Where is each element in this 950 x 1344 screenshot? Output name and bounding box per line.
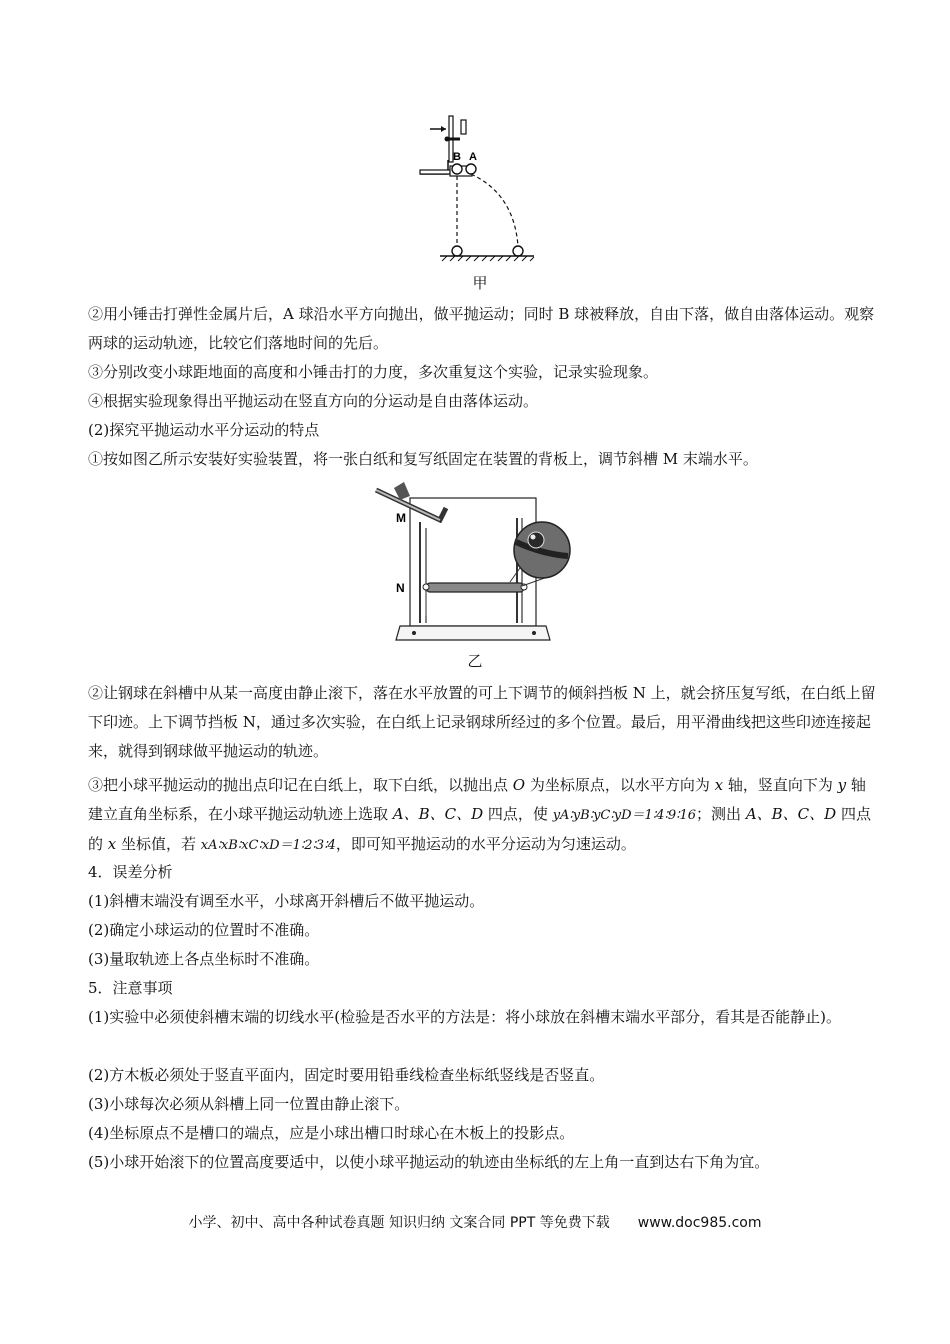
figure-yi-caption: 乙 <box>467 652 483 670</box>
paragraph-repeat-experiment: ③分别改变小球距地面的高度和小锤击打的力度，多次重复这个实验，记录实验现象。 <box>88 363 659 381</box>
italic-points: A、B、C、D <box>392 805 484 823</box>
error-item-2: (2)确定小球运动的位置时不准确。 <box>88 921 320 939</box>
error-item-3: (3)量取轨迹上各点坐标时不准确。 <box>88 950 320 968</box>
precaution-item-4: (4)坐标原点不是槽口的端点，应是小球出槽口时球心在木板上的投影点。 <box>88 1124 575 1142</box>
text-segment: 坐标值，若 <box>116 835 201 853</box>
paragraph-trajectory-recording: ②让钢球在斜槽中从某一高度由静止滚下，落在水平放置的可上下调节的倾斜挡板 N 上，就会挤压复写纸，在白纸上留下印迹。上下调节挡板 N，通过多次实验，在白纸上记录钢球所经过的多个位置。最后，用平滑曲线把这些印迹连接起来，就得到钢球做平抛运动的轨迹。 <box>88 684 876 760</box>
italic-o: O <box>512 776 526 794</box>
precaution-item-5: (5)小球开始滚下的位置高度要适中，以使小球平抛运动的轨迹由坐标纸的左上角一直到达右下角为宜。 <box>88 1153 770 1171</box>
paragraph-section-horizontal: (2)探究平抛运动水平分运动的特点 <box>88 421 320 439</box>
footer-text: 小学、初中、高中各种试卷真题 知识归纳 文案合同 PPT 等免费下载 <box>188 1215 610 1231</box>
page-footer <box>0 1212 950 1232</box>
footer-link[interactable]: www.doc985.com <box>637 1215 762 1231</box>
x-ratio: xA∶xB∶xC∶xD＝1∶2∶3∶4 <box>200 838 336 853</box>
italic-x: x <box>714 776 724 794</box>
precaution-item-3: (3)小球每次必须从斜槽上同一位置由静止滚下。 <box>88 1095 410 1113</box>
precaution-item-2: (2)方木板必须处于竖直平面内，固定时要用铅垂线检查坐标纸竖线是否竖直。 <box>88 1066 605 1084</box>
heading-precautions: 5．注意事项 <box>88 979 173 997</box>
text-segment: 四点，使 <box>483 805 553 823</box>
label-m: M <box>396 511 406 525</box>
paragraph-hammer-strike: ②用小锤击打弹性金属片后，A 球沿水平方向抛出，做平抛运动；同时 B 球被释放，自由下落，做自由落体运动。观察两球的运动轨迹，比较它们落地时间的先后。 <box>88 305 875 352</box>
label-b: B <box>453 151 461 163</box>
italic-x: x <box>107 835 117 853</box>
text-segment: ，即可知平抛运动的水平分运动为匀速运动。 <box>335 835 636 853</box>
paragraph-coordinate-analysis <box>88 771 878 860</box>
text-segment: 四点的 <box>88 805 871 853</box>
y-ratio: yA∶yB∶yC∶yD＝1∶4∶9∶16 <box>552 808 697 823</box>
projectile-board-apparatus-diagram <box>370 478 580 648</box>
heading-error-analysis: 4．误差分析 <box>88 863 173 881</box>
text-segment: 为坐标原点，以水平方向为 <box>525 776 715 794</box>
italic-y: y <box>837 776 847 794</box>
figure-jia-caption: 甲 <box>472 274 488 292</box>
italic-points: A、B、C、D <box>745 805 837 823</box>
precaution-item-1: (1)实验中必须使斜槽末端的切线水平(检验是否水平的方法是：将小球放在斜槽末端水平部分，看其是否能静止)。 <box>88 1008 841 1026</box>
text-segment: ③把小球平抛运动的抛出点印记在白纸上，取下白纸，以抛出点 <box>88 776 513 794</box>
paragraph-setup-yi: ①按如图乙所示安装好实验装置，将一张白纸和复写纸固定在装置的背板上，调节斜槽 M 末端水平。 <box>88 450 758 468</box>
figure-jia <box>410 108 550 270</box>
label-n: N <box>396 581 405 595</box>
free-fall-apparatus-diagram <box>410 108 550 270</box>
text-segment: ；测出 <box>696 805 746 823</box>
label-a: A <box>469 151 477 163</box>
error-item-1: (1)斜槽末端没有调至水平，小球离开斜槽后不做平抛运动。 <box>88 892 485 910</box>
text-segment: 轴，竖直向下为 <box>723 776 838 794</box>
figure-yi <box>370 478 580 648</box>
paragraph-conclusion-vertical: ④根据实验现象得出平抛运动在竖直方向的分运动是自由落体运动。 <box>88 392 539 410</box>
text-segment: 轴建立直角坐标系，在小球平抛运动轨迹上选取 <box>88 776 866 823</box>
